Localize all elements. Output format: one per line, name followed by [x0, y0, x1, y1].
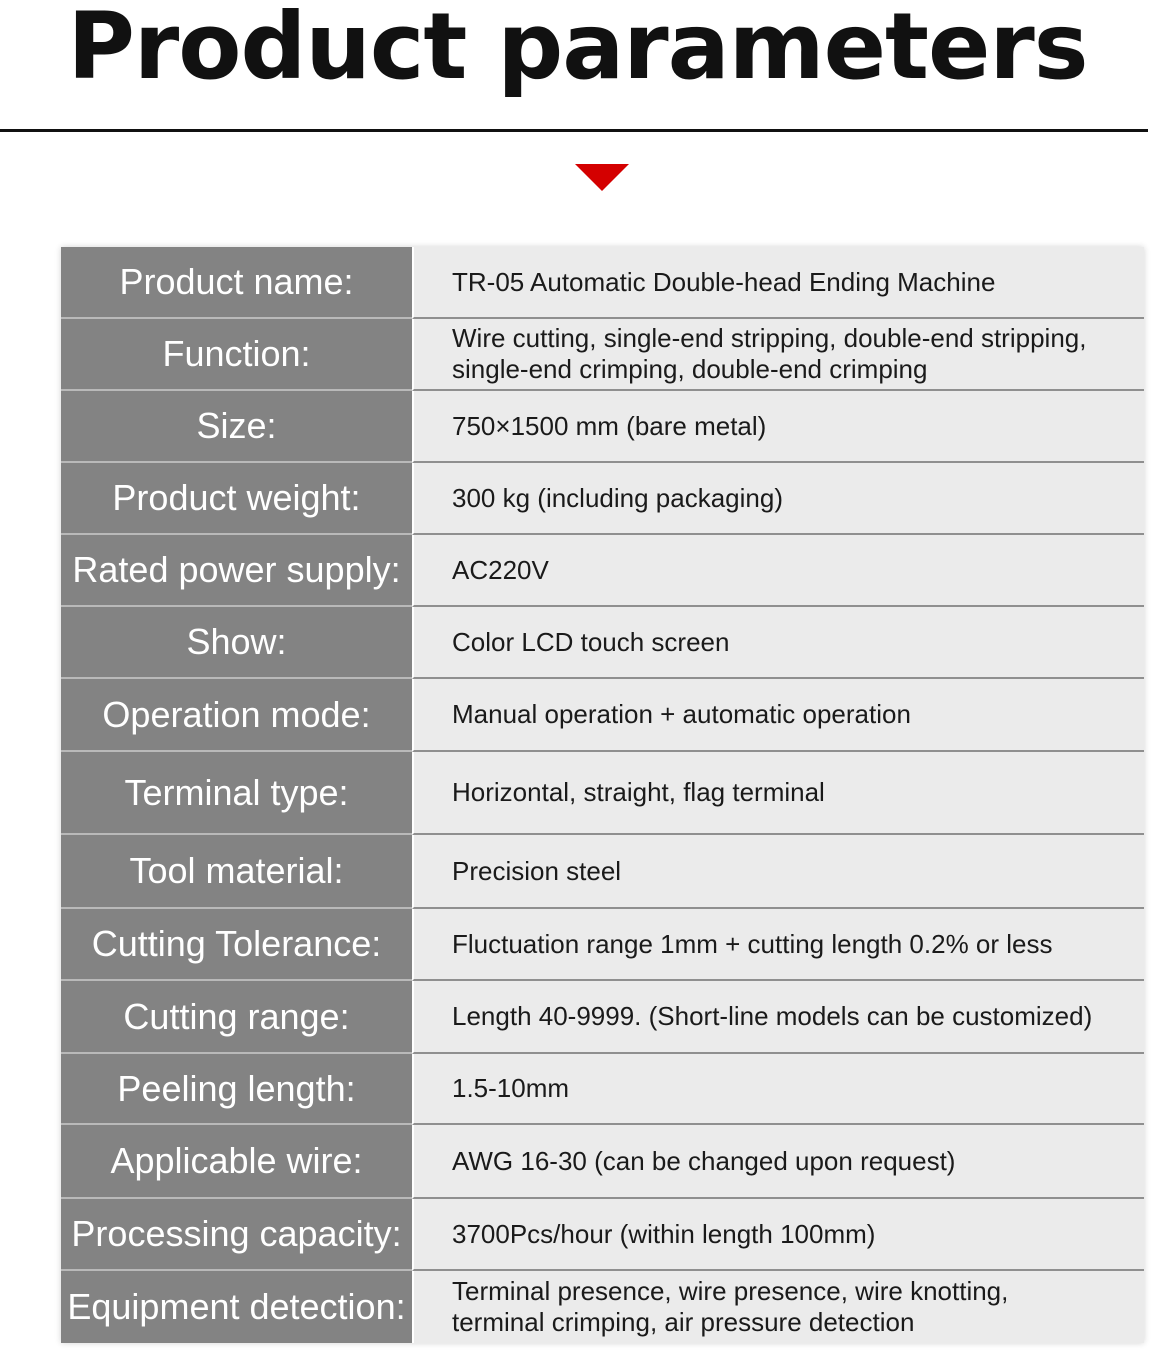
title-divider	[0, 129, 1148, 132]
table-row	[61, 835, 1144, 909]
param-value-size: 750×1500 mm (bare metal)	[412, 391, 1144, 463]
param-label-cutting-tolerance: Cutting Tolerance:	[61, 909, 412, 981]
page-title: Product parameters	[67, 0, 1088, 100]
table-row	[61, 1199, 1144, 1271]
param-label-tool-material: Tool material:	[61, 835, 412, 909]
param-label-function: Function:	[61, 319, 412, 391]
param-label-show: Show:	[61, 607, 412, 679]
param-label-product-weight: Product weight:	[61, 463, 412, 535]
param-value-peeling-length: 1.5-10mm	[412, 1054, 1144, 1125]
parameters-table	[61, 247, 1144, 1343]
table-row	[61, 679, 1144, 752]
table-row	[61, 1125, 1144, 1199]
param-value-function: Wire cutting, single-end stripping, double-end stripping, single-end crimping, double-end crimping	[412, 319, 1144, 391]
param-value-applicable-wire: AWG 16-30 (can be changed upon request)	[412, 1125, 1144, 1199]
param-value-operation-mode: Manual operation + automatic operation	[412, 679, 1144, 752]
table-row	[61, 391, 1144, 463]
table-row	[61, 752, 1144, 835]
param-value-processing-capacity: 3700Pcs/hour (within length 100mm)	[412, 1199, 1144, 1271]
param-value-terminal-type: Horizontal, straight, flag terminal	[412, 752, 1144, 835]
param-label-terminal-type: Terminal type:	[61, 752, 412, 835]
param-value-cutting-tolerance: Fluctuation range 1mm + cutting length 0.2% or less	[412, 909, 1144, 981]
table-row	[61, 247, 1144, 319]
param-value-cutting-range: Length 40-9999. (Short-line models can be customized)	[412, 981, 1144, 1054]
param-label-cutting-range: Cutting range:	[61, 981, 412, 1054]
param-label-processing-capacity: Processing capacity:	[61, 1199, 412, 1271]
param-label-rated-power-supply: Rated power supply:	[61, 535, 412, 607]
param-value-product-name: TR-05 Automatic Double-head Ending Machine	[412, 247, 1144, 319]
param-label-applicable-wire: Applicable wire:	[61, 1125, 412, 1199]
table-row	[61, 1054, 1144, 1125]
param-value-rated-power-supply: AC220V	[412, 535, 1144, 607]
table-row	[61, 909, 1144, 981]
table-row	[61, 607, 1144, 679]
down-arrow-icon	[575, 164, 629, 191]
table-row	[61, 535, 1144, 607]
table-row	[61, 981, 1144, 1054]
param-label-operation-mode: Operation mode:	[61, 679, 412, 752]
table-row	[61, 463, 1144, 535]
param-value-product-weight: 300 kg (including packaging)	[412, 463, 1144, 535]
param-label-size: Size:	[61, 391, 412, 463]
table-row	[61, 319, 1144, 391]
param-value-show: Color LCD touch screen	[412, 607, 1144, 679]
param-label-peeling-length: Peeling length:	[61, 1054, 412, 1125]
param-label-equipment-detection: Equipment detection:	[61, 1271, 412, 1343]
table-row	[61, 1271, 1144, 1343]
param-value-equipment-detection: Terminal presence, wire presence, wire knotting, terminal crimping, air pressure detection	[412, 1271, 1144, 1343]
param-label-product-name: Product name:	[61, 247, 412, 319]
param-value-tool-material: Precision steel	[412, 835, 1144, 909]
